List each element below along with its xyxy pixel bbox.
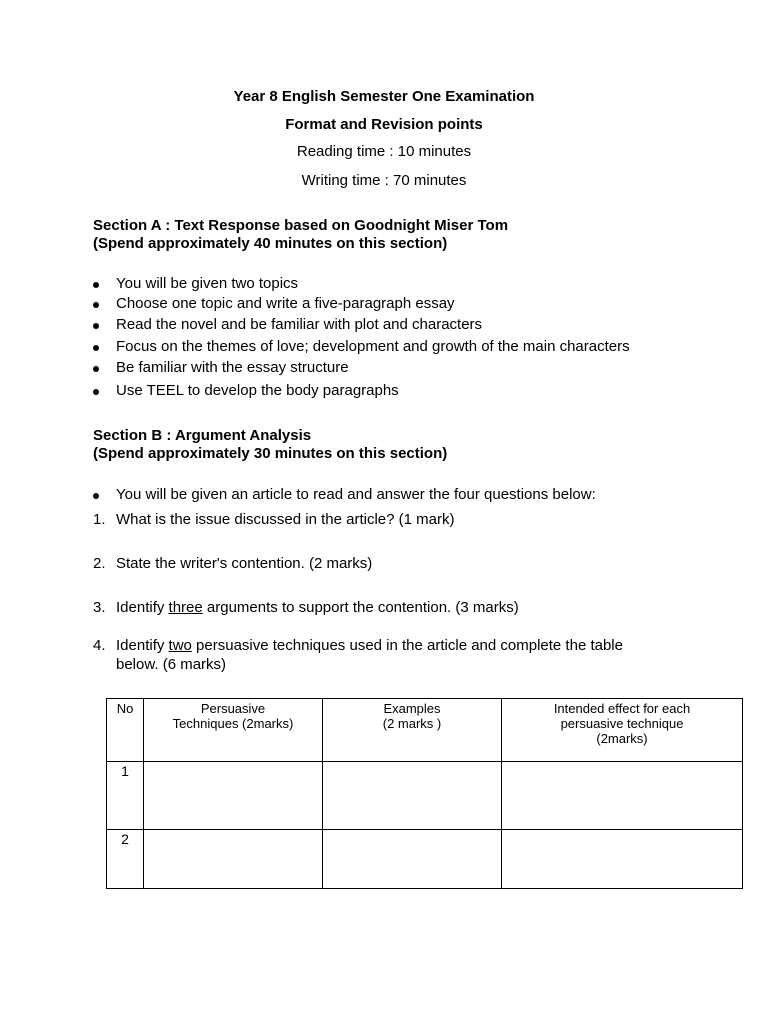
question-text: What is the issue discussed in the article? (1 mark) [116,511,455,528]
bullet-icon [93,345,99,351]
list-item-text: Be familiar with the essay structure [116,359,349,376]
question-text-start: Identify [116,637,169,654]
underlined-word: three [168,599,203,616]
list-item-text: Focus on the themes of love; development and growth of the main characters [116,338,630,355]
table-row [107,762,743,830]
answer-table [106,698,743,889]
underlined-word: two [168,637,192,654]
reading-time: Reading time : 10 minutes [296,143,472,160]
document-title: Year 8 English Semester One Examination [233,88,535,105]
list-item-text: Choose one topic and write a five-paragraph essay [116,295,455,312]
examples-answer-cell[interactable] [323,762,502,830]
list-item-text: You will be given an article to read and answer the four questions below: [116,486,596,503]
row-number-cell: 1 [107,762,144,830]
bullet-icon [93,302,99,308]
question-number: 3. [93,599,106,616]
list-item-text: You will be given two topics [116,275,299,292]
header-cell-no: No [107,699,144,762]
question-number: 2. [93,555,106,572]
effect-answer-cell[interactable] [502,762,743,830]
writing-time: Writing time : 70 minutes [301,172,467,189]
techniques-answer-cell[interactable] [144,830,323,889]
section-b-time-note: (Spend approximately 30 minutes on this section) [93,445,448,462]
question-text [116,637,623,655]
header-cell-examples: Examples (2 marks ) [323,699,502,762]
header-cell-effect: Intended effect for each persuasive technique (2marks) [502,699,743,762]
list-item-text: Read the novel and be familiar with plot and characters [116,316,483,333]
header-cell-techniques: Persuasive Techniques (2marks) [144,699,323,762]
examples-answer-cell[interactable] [323,830,502,889]
row-number-cell: 2 [107,830,144,889]
bullet-icon [93,366,99,372]
document-subtitle: Format and Revision points [285,116,483,133]
bullet-icon [93,323,99,329]
techniques-answer-cell[interactable] [144,762,323,830]
question-text-start: Identify [116,599,169,616]
list-item-text: Use TEEL to develop the body paragraphs [116,382,399,399]
bullet-icon [93,493,99,499]
section-a-heading: Section A : Text Response based on Goodnight Miser Tom [93,217,509,234]
question-number: 1. [93,511,106,528]
table-header-row [107,699,743,762]
table-row [107,830,743,889]
question-text: State the writer's contention. (2 marks) [116,555,373,572]
question-text [116,599,519,617]
question-number: 4. [93,637,106,654]
bullet-icon [93,282,99,288]
section-b-heading: Section B : Argument Analysis [93,427,312,444]
question-text-end: persuasive techniques used in the article and complete the table [191,637,623,654]
question-text-line2: below. (6 marks) [116,656,227,673]
question-text-end: arguments to support the contention. (3 marks) [202,599,519,616]
section-a-time-note: (Spend approximately 40 minutes on this section) [93,235,448,252]
bullet-icon [93,389,99,395]
effect-answer-cell[interactable] [502,830,743,889]
